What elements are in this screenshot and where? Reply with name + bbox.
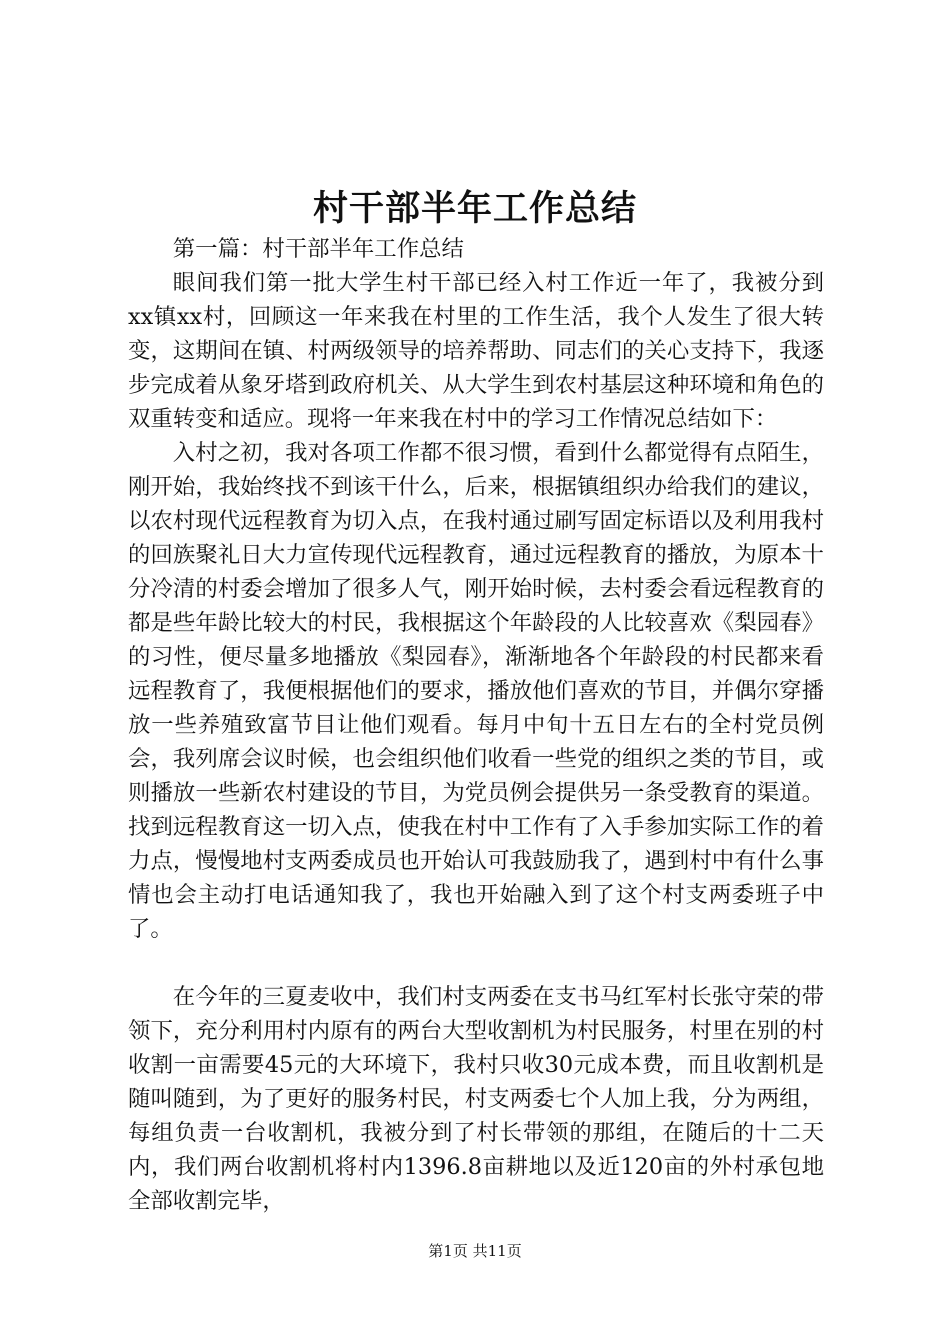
document-body [128,232,824,1218]
page-footer: 第1页 共11页 [428,1242,522,1260]
document-title: 村干部半年工作总结 [312,189,637,229]
paragraph: 在今年的三夏麦收中，我们村支两委在支书马红军村长张守荣的带领下，充分利用村内原有的两台大型收割机为村民服务，村里在别的村收割一亩需要45元的大环境下，我村只收30元成本费，而且收割机是随叫随到，为了更好的服务村民，村支两委七个人加上我，分为两组，每组负责一台收割机，我被分到了村长带领的那组，在随后的十二天内，我们两台收割机将村内1396.8亩耕地以及近120亩的外村承包地全部收割完毕， [128,984,824,1214]
paragraph: 入村之初，我对各项工作都不很习惯，看到什么都觉得有点陌生，刚开始，我始终找不到该干什么，后来，根据镇组织办给我们的建议，以农村现代远程教育为切入点，在我村通过刷写固定标语以及利用我村的回族聚礼日大力宣传现代远程教育，通过远程教育的播放，为原本十分冷清的村委会增加了很多人气，刚开始时候，去村委会看远程教育的都是些年龄比较大的村民，我根据这个年龄段的人比较喜欢《梨园春》的习性，便尽量多地播放《梨园春》，渐渐地各个年龄段的村民都来看远程教育了，我便根据他们的要求，播放他们喜欢的节目，并偶尔穿播放一些养殖致富节目让他们观看。每月中旬十五日左右的全村党员例会，我列席会议时候，也会组织他们收看一些党的组织之类的节目，或则播放一些新农村建设的节目，为党员例会提供另一条受教育的渠道。找到远程教育这一切入点，使我在村中工作有了入手参加实际工作的着力点，慢慢地村支两委成员也开始认可我鼓励我了，遇到村中有什么事情也会主动打电话通知我了，我也开始融入到了这个村支两委班子中了。 [128,440,824,942]
paragraph: 眼间我们第一批大学生村干部已经入村工作近一年了，我被分到xx镇xx村，回顾这一年来我在村里的工作生活，我个人发生了很大转变，这期间在镇、村两级领导的培养帮助、同志们的关心支持下，我逐步完成着从象牙塔到政府机关、从大学生到农村基层这种环境和角色的双重转变和适应。现将一年来我在村中的学习工作情况总结如下： [128,270,824,432]
section-heading: 第一篇：村干部半年工作总结 [172,236,464,262]
